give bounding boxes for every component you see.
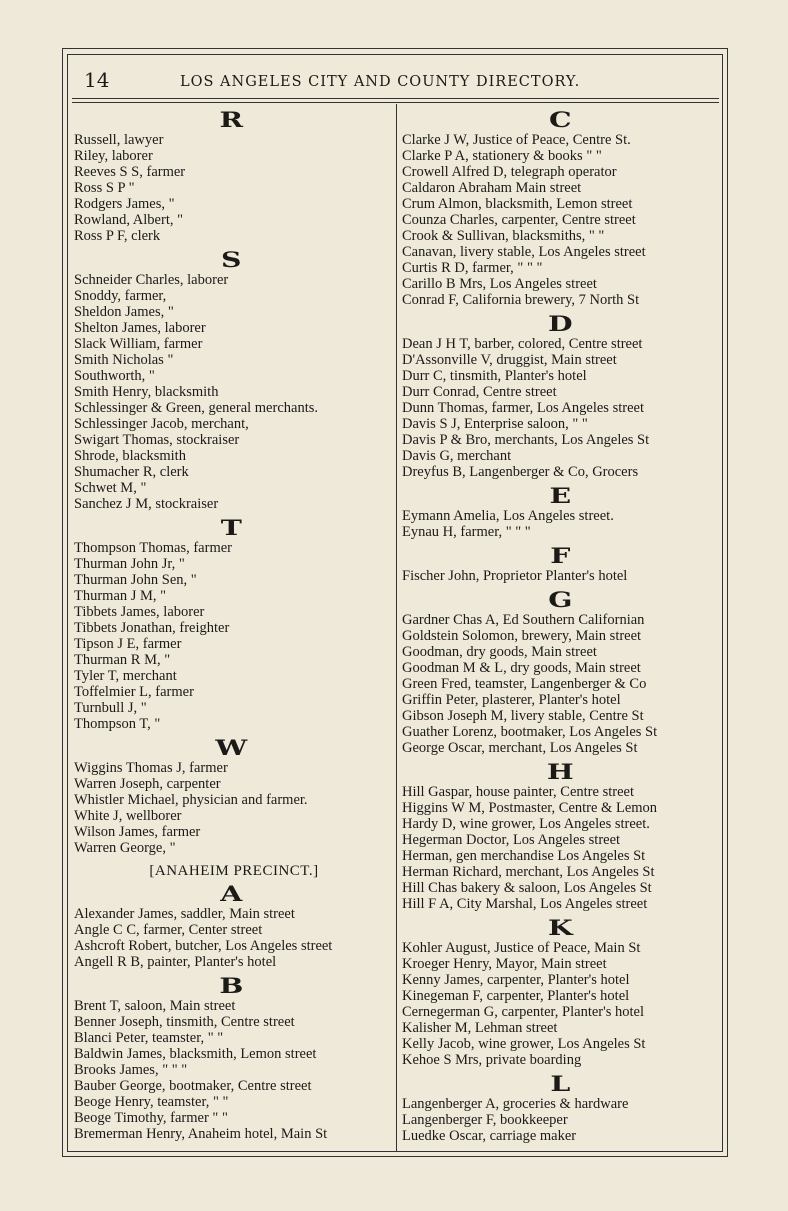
directory-entry: Rodgers James, " [74, 196, 175, 212]
directory-entry: Russell, lawyer [74, 132, 164, 148]
section-letter-heading: T [220, 515, 248, 540]
directory-entry: Caldaron Abraham Main street [402, 180, 582, 196]
page-number: 14 [84, 68, 110, 92]
directory-entry: Davis P & Bro, merchants, Los Angeles St [402, 432, 650, 448]
directory-entry: Counza Charles, carpenter, Centre street [402, 212, 636, 228]
directory-entry: Thompson Thomas, farmer [74, 540, 232, 556]
directory-entry: Schlessinger & Green, general merchants. [74, 400, 318, 416]
directory-entry: Bremerman Henry, Anaheim hotel, Main St [74, 1126, 328, 1142]
directory-entry: Sheldon James, " [74, 304, 174, 320]
directory-entry: Durr Conrad, Centre street [402, 384, 557, 400]
directory-entry: Goodman, dry goods, Main street [402, 644, 597, 660]
directory-entry: Shumacher R, clerk [74, 464, 189, 480]
section-letter-heading: D [548, 311, 578, 336]
directory-entry: Ross S P " [74, 180, 135, 196]
directory-entry: Thompson T, " [74, 716, 161, 732]
directory-entry: Tibbets Jonathan, freighter [74, 620, 230, 636]
directory-entry: Reeves S S, farmer [74, 164, 186, 180]
directory-entry: Goodman M & L, dry goods, Main street [402, 660, 641, 676]
directory-entry: Cernegerman G, carpenter, Planter's hotel [402, 1004, 644, 1020]
section-gap [402, 1144, 724, 1148]
directory-entry: Schwet M, " [74, 480, 147, 496]
section-letter-heading: L [550, 1071, 576, 1096]
directory-entry: Smith Nicholas " [74, 352, 174, 368]
directory-entry: Brent T, saloon, Main street [74, 998, 236, 1014]
directory-entry: Shrode, blacksmith [74, 448, 186, 464]
directory-entry: Goldstein Solomon, brewery, Main street [402, 628, 642, 644]
left-column [74, 108, 394, 1146]
section-letter-heading: B [219, 973, 249, 998]
directory-entry: Blanci Peter, teamster, " " [74, 1030, 224, 1046]
directory-entry: Clarke P A, stationery & books " " [402, 148, 602, 164]
directory-entry: Davis S J, Enterprise saloon, " " [402, 416, 588, 432]
directory-entry: Rowland, Albert, " [74, 212, 184, 228]
header-rule-double [72, 102, 719, 103]
directory-entry: Eymann Amelia, Los Angeles street. [402, 508, 614, 524]
running-title: LOS ANGELES CITY AND COUNTY DIRECTORY. [180, 74, 581, 90]
directory-entry: Ashcroft Robert, butcher, Los Angeles street [74, 938, 333, 954]
section-letter-heading: A [220, 881, 248, 906]
directory-entry: Toffelmier L, farmer [74, 684, 194, 700]
directory-entry: Gardner Chas A, Ed Southern Californian [402, 612, 645, 628]
directory-entry: Southworth, " [74, 368, 155, 384]
directory-entry: Conrad F, California brewery, 7 North St [402, 292, 640, 308]
directory-entry: Warren Joseph, carpenter [74, 776, 221, 792]
directory-entry: Baldwin James, blacksmith, Lemon street [74, 1046, 317, 1062]
directory-entry: Slack William, farmer [74, 336, 203, 352]
directory-entry: Hardy D, wine grower, Los Angeles street. [402, 816, 650, 832]
directory-entry: Hill Chas bakery & saloon, Los Angeles St [402, 880, 652, 896]
directory-entry: Crum Almon, blacksmith, Lemon street [402, 196, 633, 212]
directory-entry: Dunn Thomas, farmer, Los Angeles street [402, 400, 644, 416]
directory-entry: Crowell Alfred D, telegraph operator [402, 164, 617, 180]
directory-entry: Tibbets James, laborer [74, 604, 205, 620]
directory-entry: Canavan, livery stable, Los Angeles street [402, 244, 646, 260]
directory-entry: Wilson James, farmer [74, 824, 201, 840]
section-letter-heading: F [550, 543, 576, 568]
directory-entry: Thurman John Jr, " [74, 556, 185, 572]
directory-entry: Hegerman Doctor, Los Angeles street [402, 832, 621, 848]
section-letter-heading: K [547, 915, 579, 940]
directory-entry: Wiggins Thomas J, farmer [74, 760, 228, 776]
directory-entry: Shelton James, laborer [74, 320, 206, 336]
directory-entry: Tipson J E, farmer [74, 636, 182, 652]
directory-entry: Kinegeman F, carpenter, Planter's hotel [402, 988, 630, 1004]
directory-entry: Hill Gaspar, house painter, Centre street [402, 784, 634, 800]
directory-entry: George Oscar, merchant, Los Angeles St [402, 740, 638, 756]
directory-entry: Green Fred, teamster, Langenberger & Co [402, 676, 647, 692]
directory-entry: D'Assonville V, druggist, Main street [402, 352, 617, 368]
directory-entry: Crook & Sullivan, blacksmiths, " " [402, 228, 605, 244]
right-column [402, 108, 724, 1148]
directory-entry: Turnbull J, " [74, 700, 147, 716]
directory-entry: Fischer John, Proprietor Planter's hotel [402, 568, 628, 584]
directory-entry: Kohler August, Justice of Peace, Main St [402, 940, 641, 956]
directory-entry: Whistler Michael, physician and farmer. [74, 792, 308, 808]
directory-entry: Eynau H, farmer, " " " [402, 524, 531, 540]
section-letter-heading: G [548, 587, 578, 612]
directory-entry: Benner Joseph, tinsmith, Centre street [74, 1014, 295, 1030]
directory-entry: Riley, laborer [74, 148, 153, 164]
section-letter-heading: C [549, 107, 577, 132]
section-letter-heading: E [549, 483, 577, 508]
directory-entry: Herman, gen merchandise Los Angeles St [402, 848, 646, 864]
directory-entry: Thurman J M, " [74, 588, 167, 604]
directory-entry: Schlessinger Jacob, merchant, [74, 416, 249, 432]
directory-entry: Carillo B Mrs, Los Angeles street [402, 276, 597, 292]
section-gap [74, 1142, 394, 1146]
section-letter-heading: S [221, 247, 247, 272]
directory-entry: Alexander James, saddler, Main street [74, 906, 295, 922]
section-letter-heading: W [215, 735, 253, 760]
directory-entry: Luedke Oscar, carriage maker [402, 1128, 577, 1144]
directory-entry: Gibson Joseph M, livery stable, Centre St [402, 708, 644, 724]
directory-entry: Beoge Timothy, farmer " " [74, 1110, 228, 1126]
directory-entry: Tyler T, merchant [74, 668, 177, 684]
header-rule [72, 98, 719, 99]
directory-entry: Griffin Peter, plasterer, Planter's hotel [402, 692, 621, 708]
directory-entry: Thurman John Sen, " [74, 572, 197, 588]
directory-entry: Sanchez J M, stockraiser [74, 496, 219, 512]
directory-entry: Hill F A, City Marshal, Los Angeles street [402, 896, 648, 912]
directory-entry: Angle C C, farmer, Center street [74, 922, 263, 938]
directory-entry: Bauber George, bootmaker, Centre street [74, 1078, 312, 1094]
directory-entry: Davis G, merchant [402, 448, 512, 464]
directory-entry: Kalisher M, Lehman street [402, 1020, 558, 1036]
directory-entry: Ross P F, clerk [74, 228, 161, 244]
directory-entry: Langenberger F, bookkeeper [402, 1112, 568, 1128]
section-letter-heading: R [219, 107, 249, 132]
directory-entry: White J, wellborer [74, 808, 182, 824]
directory-entry: Kelly Jacob, wine grower, Los Angeles St [402, 1036, 646, 1052]
directory-entry: Clarke J W, Justice of Peace, Centre St. [402, 132, 631, 148]
directory-entry: Kehoe S Mrs, private boarding [402, 1052, 582, 1068]
precinct-subheading: [ANAHEIM PRECINCT.] [149, 863, 319, 879]
directory-entry: Langenberger A, groceries & hardware [402, 1096, 629, 1112]
directory-entry: Beoge Henry, teamster, " " [74, 1094, 229, 1110]
directory-entry: Angell R B, painter, Planter's hotel [74, 954, 277, 970]
directory-entry: Brooks James, " " " [74, 1062, 188, 1078]
directory-entry: Kenny James, carpenter, Planter's hotel [402, 972, 630, 988]
section-letter-heading: H [546, 759, 580, 784]
directory-entry: Herman Richard, merchant, Los Angeles St [402, 864, 655, 880]
directory-entry: Dreyfus B, Langenberger & Co, Grocers [402, 464, 639, 480]
directory-entry: Swigart Thomas, stockraiser [74, 432, 240, 448]
directory-entry: Smith Henry, blacksmith [74, 384, 219, 400]
directory-entry: Schneider Charles, laborer [74, 272, 229, 288]
directory-entry: Thurman R M, " [74, 652, 171, 668]
directory-entry: Warren George, " [74, 840, 176, 856]
directory-entry: Kroeger Henry, Mayor, Main street [402, 956, 607, 972]
page-header [80, 64, 720, 96]
directory-entry: Higgins W M, Postmaster, Centre & Lemon [402, 800, 658, 816]
directory-entry: Durr C, tinsmith, Planter's hotel [402, 368, 587, 384]
directory-entry: Guather Lorenz, bootmaker, Los Angeles St [402, 724, 658, 740]
directory-entry: Curtis R D, farmer, " " " [402, 260, 543, 276]
directory-entry: Snoddy, farmer, [74, 288, 167, 304]
directory-entry: Dean J H T, barber, colored, Centre street [402, 336, 643, 352]
